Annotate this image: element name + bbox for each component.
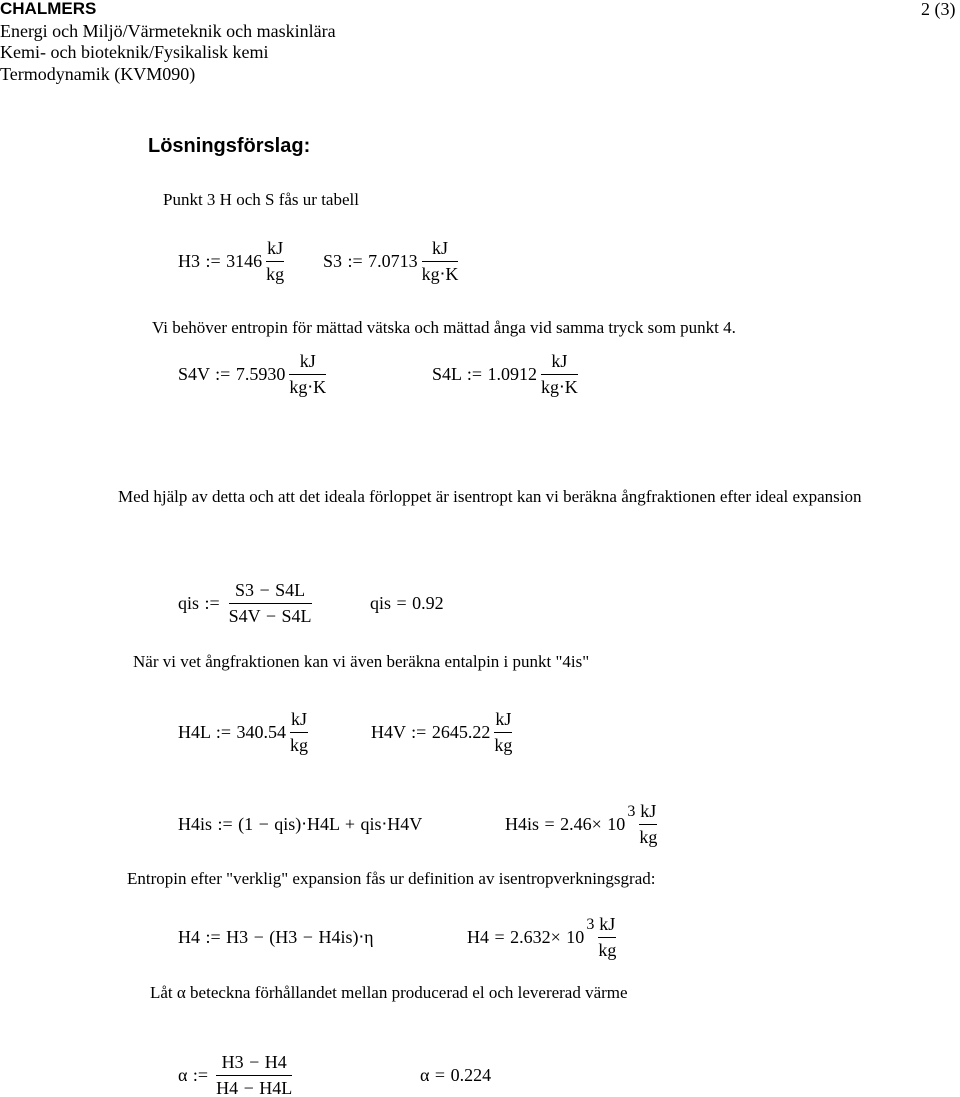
equation-expression: H4is := (1 − qis)⋅H4L + qis⋅H4V [178,814,423,834]
equation-h4is-definition [178,802,422,846]
header-course-line: Termodynamik (KVM090) [0,64,196,84]
unit-fraction [421,239,460,283]
unit-numerator: kJ [299,351,316,371]
fraction-numerator: H3 − H4 [221,1052,287,1072]
unit-fraction [493,710,513,754]
equation-s3 [323,239,459,283]
equation-alpha-result [420,1053,491,1097]
paragraph: När vi vet ångfraktionen kan vi även beräkna entalpin i punkt "4is" [133,652,590,671]
equation-lhs: qis := [178,593,220,613]
unit-numerator: kJ [267,238,284,258]
unit-numerator: kJ [551,351,568,371]
header-department-line: Energi och Miljö/Värmeteknik och maskinlära [0,21,336,41]
unit-fraction [289,710,309,754]
unit-denominator: kg [266,264,285,284]
equation-expression: H4L := 340.54 [178,722,286,742]
exponent: 3 [586,916,595,933]
unit-denominator: kg [494,735,513,755]
equation-s4l [432,352,579,396]
equation-qis-result [370,581,444,625]
unit-fraction [265,239,285,283]
equation-expression: qis = 0.92 [370,593,444,613]
paragraph: Med hjälp av detta och att det ideala förloppet är isentropt kan vi beräkna ångfraktionen efter ideal expansion [118,487,862,506]
equation-expression: H4is = 2.46× 10 [505,814,626,834]
page-number: 2 (3) [921,0,956,19]
equation-expression: S4V := 7.5930 [178,364,286,384]
fraction-denominator: S4V − S4L [228,606,312,626]
section-title: Lösningsförslag: [148,135,311,157]
unit-denominator: kg [639,827,658,847]
equation-expression: H4V := 2645.22 [371,722,491,742]
unit-numerator: kJ [640,801,657,821]
paragraph: Vi behöver entropin för mättad vätska och mättad ånga vid samma tryck som punkt 4. [152,318,736,337]
unit-fraction [288,352,327,396]
unit-fraction [540,352,579,396]
unit-numerator: kJ [495,709,512,729]
unit-denominator: kg [289,735,308,755]
equation-expression: H3 := 3146 [178,251,263,271]
unit-numerator: kJ [290,709,307,729]
equation-expression: H4 := H3 − (H3 − H4is)⋅η [178,927,374,947]
equation-lhs: α := [178,1065,209,1085]
equation-alpha-definition [178,1053,294,1097]
paragraph: Punkt 3 H och S fås ur tabell [163,190,359,209]
unit-denominator: kg⋅K [421,264,459,284]
equation-s4v [178,352,327,396]
equation-h4v [371,710,513,754]
fraction-numerator: S3 − S4L [235,580,306,600]
equation-expression: S3 := 7.0713 [323,251,418,271]
equation-h3 [178,239,285,283]
header-division-line: Kemi- och bioteknik/Fysikalisk kemi [0,42,269,62]
paragraph: Entropin efter "verklig" expansion fås ur definition av isentropverkningsgrad: [127,869,656,888]
unit-numerator: kJ [432,238,449,258]
paragraph: Låt α beteckna förhållandet mellan producerad el och levererad värme [150,983,628,1002]
equation-expression: H4 = 2.632× 10 [467,927,585,947]
fraction [227,581,314,625]
unit-denominator: kg [598,940,617,960]
fraction [214,1053,294,1097]
unit-fraction [597,915,617,959]
equation-h4is-result [505,802,658,846]
exponent: 3 [627,803,636,820]
unit-denominator: kg⋅K [541,377,578,397]
equation-expression: α = 0.224 [420,1065,492,1085]
equation-expression: S4L := 1.0912 [432,364,537,384]
unit-numerator: kJ [599,914,616,934]
equation-h4l [178,710,309,754]
equation-qis-definition [178,581,314,625]
unit-denominator: kg⋅K [289,377,327,397]
equation-h4-result [467,915,617,959]
fraction-denominator: H4 − H4L [216,1078,293,1097]
equation-h4-definition [178,915,374,959]
unit-fraction [638,802,658,846]
institution-name: CHALMERS [0,0,97,18]
